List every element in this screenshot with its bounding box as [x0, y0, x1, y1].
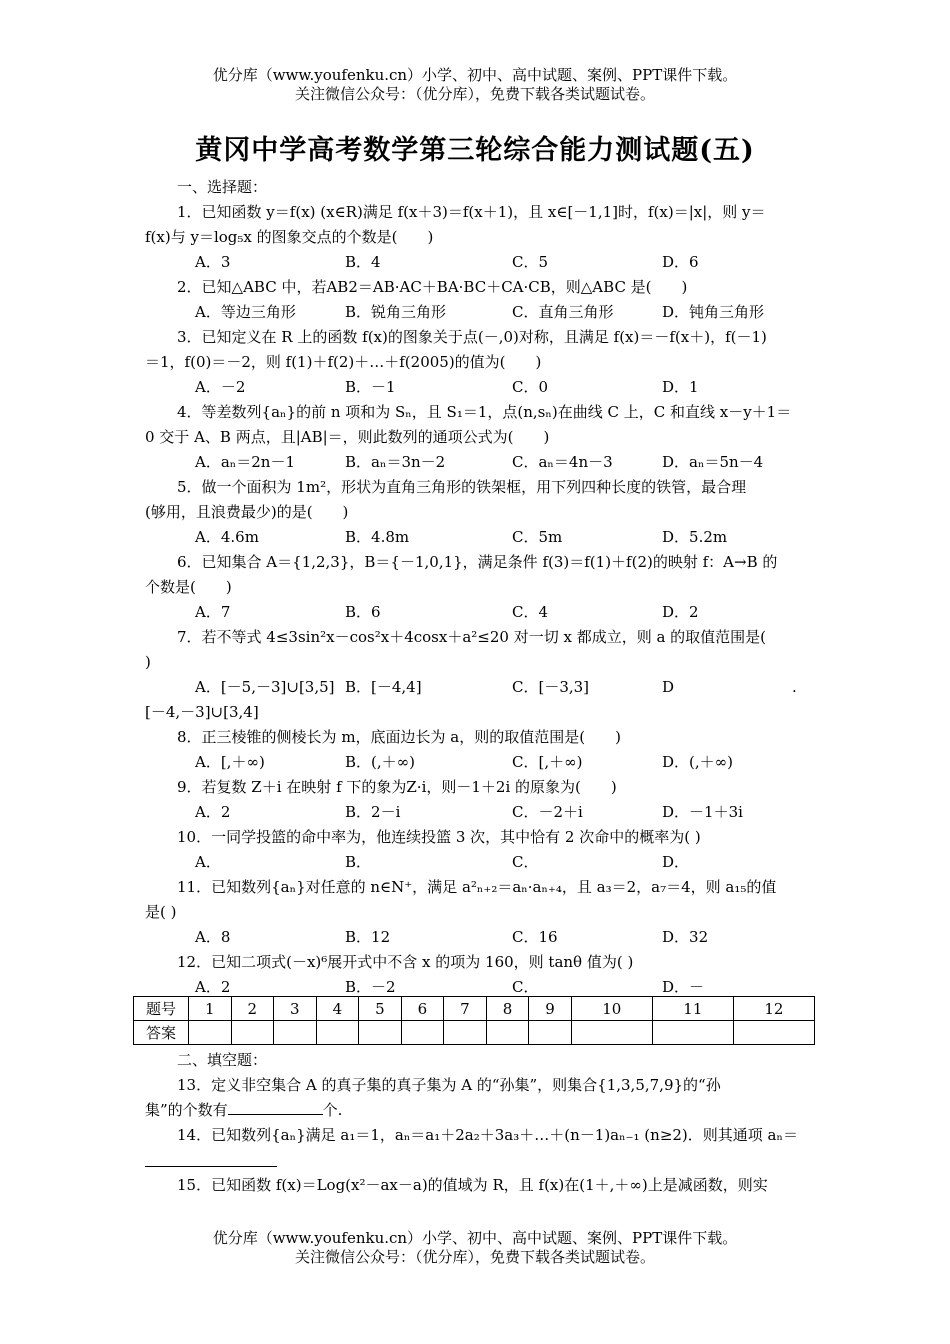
q2-option-b: B．锐角三角形: [345, 303, 447, 321]
answer-cell[interactable]: [316, 1021, 359, 1045]
q7-options: [145, 675, 805, 700]
q3-option-c: C．0: [512, 378, 549, 396]
q11-option-a: A．8: [195, 928, 231, 946]
q8-option-c: C．[,＋∞): [512, 753, 583, 771]
q5-line-2: (够用，且浪费最少)的是( ): [145, 503, 349, 521]
q13-text-a: 集”的个数有: [145, 1101, 228, 1119]
question-number-cell: 7: [444, 997, 487, 1021]
q12-option-b: B．－2: [345, 978, 396, 996]
answer-cell[interactable]: [231, 1021, 274, 1045]
q2-options: [145, 300, 805, 325]
q14-line-2: [145, 1148, 805, 1173]
q8-option-d: D．(,＋∞): [662, 753, 733, 771]
q15-line-1: 15．已知函数 f(x)＝Log(x²－ax－a)的值域为 R，且 f(x)在(1＋,＋∞)上是减函数，则实: [177, 1176, 768, 1194]
q9-option-c: C．－2＋i: [512, 803, 583, 821]
header-line-1: 优分库（www.youfenku.cn）小学、初中、高中试题、案例、PPT课件下载。: [212, 66, 738, 84]
q6-option-c: C．4: [512, 603, 549, 621]
q7-option-d-dot: .: [792, 678, 797, 696]
q1-line-1: 1．已知函数 y＝f(x) (x∈R)满足 f(x＋3)＝f(x＋1)，且 x∈[－1,1]时，f(x)＝|x|，则 y＝: [177, 203, 766, 221]
q3-line-2: ＝1，f(0)＝－2，则 f(1)＋f(2)＋…＋f(2005)的值为( ): [145, 353, 542, 371]
q11-options: [145, 925, 805, 950]
q6-line-1: 6．已知集合 A＝{1,2,3}，B＝{－1,0,1}，满足条件 f(3)＝f(1)＋f(2)的映射 f：A→B 的: [177, 553, 778, 571]
q9-options: [145, 800, 805, 825]
q3-option-a: A．－2: [195, 378, 246, 396]
q8-options: [145, 750, 805, 775]
row-label-answer: 答案: [134, 1021, 189, 1045]
q1-line-2: f(x)与 y＝log₅x 的图象交点的个数是( ): [145, 228, 434, 246]
question-number-cell: 10: [571, 997, 652, 1021]
answer-cell[interactable]: [189, 1021, 232, 1045]
q7-option-c: C．[－3,3]: [512, 678, 590, 696]
question-number-cell: 11: [652, 997, 733, 1021]
q8-option-a: A．[,＋∞): [195, 753, 265, 771]
q8-option-b: B．(,＋∞): [345, 753, 415, 771]
answer-cell[interactable]: [359, 1021, 402, 1045]
answer-cell[interactable]: [733, 1021, 814, 1045]
section-heading-fill: 二、填空题：: [177, 1051, 268, 1069]
q9-option-a: A．2: [195, 803, 231, 821]
q4-line-1: 4．等差数列{aₙ}的前 n 项和为 Sₙ，且 S₁＝1，点(n,sₙ)在曲线 C 上，C 和直线 x－y＋1＝: [177, 403, 792, 421]
header-line-2: 关注微信公众号：（优分库），免费下载各类试题试卷。: [294, 85, 655, 103]
answer-cell[interactable]: [529, 1021, 572, 1045]
q14-line-1: 14．已知数列{aₙ}满足 a₁＝1，aₙ＝a₁＋2a₂＋3a₃＋…＋(n－1)aₙ₋₁ (n≥2)．则其通项 aₙ＝: [177, 1126, 798, 1144]
page-title: 黄冈中学高考数学第三轮综合能力测试题(五): [195, 135, 755, 166]
q1-option-d: D．6: [662, 253, 699, 271]
q7-line-4: [－4,－3]∪[3,4]: [145, 703, 259, 721]
q8-line-1: 8．正三棱锥的侧棱长为 m，底面边长为 a，则的取值范围是( ): [177, 728, 621, 746]
q12-option-d: D．－: [662, 978, 705, 996]
question-number-cell: 8: [486, 997, 529, 1021]
q11-line-2: 是( ): [145, 903, 177, 921]
q6-option-a: A．7: [195, 603, 231, 621]
answer-cell[interactable]: [571, 1021, 652, 1045]
q7-option-a: A．[－5,－3]∪[3,5]: [195, 678, 335, 696]
q10-line-1: 10．一同学投篮的命中率为，他连续投篮 3 次，其中恰有 2 次命中的概率为( ): [177, 828, 701, 846]
q5-options: [145, 525, 805, 550]
q10-option-a: A．: [195, 853, 221, 871]
q13-answer-blank[interactable]: [228, 1099, 323, 1115]
q11-option-c: C．16: [512, 928, 558, 946]
footer-line-1: 优分库（www.youfenku.cn）小学、初中、高中试题、案例、PPT课件下载。: [212, 1229, 738, 1247]
q4-options: [145, 450, 805, 475]
q13-text-b: 个.: [322, 1101, 343, 1119]
q3-line-1: 3．已知定义在 R 上的函数 f(x)的图象关于点(－,0)对称，且满足 f(x)＝－f(x＋)，f(－1): [177, 328, 767, 346]
q6-line-2: 个数是( ): [145, 578, 232, 596]
q1-option-b: B．4: [345, 253, 381, 271]
page-footer: [0, 1229, 950, 1267]
q3-option-b: B．－1: [345, 378, 396, 396]
q12-option-a: A．2: [195, 978, 231, 996]
q9-option-d: D．－1＋3i: [662, 803, 743, 821]
q5-option-a: A．4.6m: [195, 528, 259, 546]
q2-option-d: D．钝角三角形: [662, 303, 765, 321]
q2-option-a: A．等边三角形: [195, 303, 296, 321]
question-number-cell: 2: [231, 997, 274, 1021]
q5-option-b: B．4.8m: [345, 528, 410, 546]
question-number-cell: 1: [189, 997, 232, 1021]
question-number-cell: 12: [733, 997, 814, 1021]
q7-line-1: 7．若不等式 4≤3sin²x－cos²x＋4cosx＋a²≤20 对一切 x 都成立，则 a 的取值范围是(: [177, 628, 767, 646]
q10-option-d: D．: [662, 853, 690, 871]
q4-line-2: 0 交于 A、B 两点，且|AB|＝，则此数列的通项公式为( ): [145, 428, 550, 446]
answer-table-number-row: [134, 997, 815, 1021]
q13-line-2: [145, 1098, 805, 1123]
q4-option-d: D．aₙ＝5n－4: [662, 453, 764, 471]
row-label-question-number: 题号: [134, 997, 189, 1021]
fill-in-section: [145, 1048, 805, 1198]
q7-option-d: D: [662, 678, 675, 696]
q5-line-1: 5．做一个面积为 1m²，形状为直角三角形的铁架框，用下列四种长度的铁管，最合理: [177, 478, 747, 496]
answer-cell[interactable]: [444, 1021, 487, 1045]
q7-option-b: B．[－4,4]: [345, 678, 422, 696]
q2-option-c: C．直角三角形: [512, 303, 614, 321]
q10-option-b: B．: [345, 853, 372, 871]
q6-option-d: D．2: [662, 603, 699, 621]
q3-options: [145, 375, 805, 400]
question-number-cell: 4: [316, 997, 359, 1021]
q2-line-1: 2．已知△ABC 中，若AB2＝AB·AC＋BA·BC＋CA·CB，则△ABC 是( ): [177, 278, 688, 296]
answer-cell[interactable]: [486, 1021, 529, 1045]
q12-option-c: C．: [512, 978, 539, 996]
section-heading-choice: 一、选择题：: [177, 178, 268, 196]
q5-option-d: D．5.2m: [662, 528, 728, 546]
q1-option-a: A．3: [195, 253, 231, 271]
question-number-cell: 3: [274, 997, 317, 1021]
q6-option-b: B．6: [345, 603, 381, 621]
answer-table-answer-row: [134, 1021, 815, 1045]
q4-option-c: C．aₙ＝4n－3: [512, 453, 613, 471]
q7-line-2: ): [145, 653, 151, 671]
q13-line-1: 13．定义非空集合 A 的真子集的真子集为 A 的“孙集”，则集合{1,3,5,7,9}的“孙: [177, 1076, 721, 1094]
choice-section: [145, 175, 805, 1000]
q6-options: [145, 600, 805, 625]
q5-option-c: C．5m: [512, 528, 563, 546]
q3-option-d: D．1: [662, 378, 699, 396]
q9-line-1: 9．若复数 Z＋i 在映射 f 下的象为Z·i，则－1＋2i 的原象为( ): [177, 778, 617, 796]
q4-option-b: B．aₙ＝3n－2: [345, 453, 446, 471]
answer-cell[interactable]: [274, 1021, 317, 1045]
question-number-cell: 9: [529, 997, 572, 1021]
q1-options: [145, 250, 805, 275]
q9-option-b: B．2－i: [345, 803, 401, 821]
q11-line-1: 11．已知数列{aₙ}对任意的 n∈N⁺，满足 a²ₙ₊₂＝aₙ·aₙ₊₄，且 a₃＝2，a₇＝4，则 a₁₅的值: [177, 878, 777, 896]
answer-cell[interactable]: [652, 1021, 733, 1045]
q10-options: [145, 850, 805, 875]
answer-cell[interactable]: [401, 1021, 444, 1045]
q14-answer-blank[interactable]: [145, 1148, 277, 1167]
q12-line-1: 12．已知二项式(－x)⁶展开式中不含 x 的项为 160，则 tanθ 值为( ): [177, 953, 634, 971]
q10-option-c: C．: [512, 853, 539, 871]
answer-table: [133, 996, 815, 1045]
q11-option-d: D．32: [662, 928, 709, 946]
question-number-cell: 5: [359, 997, 402, 1021]
question-number-cell: 6: [401, 997, 444, 1021]
page-header: [0, 66, 950, 104]
q1-option-c: C．5: [512, 253, 549, 271]
footer-line-2: 关注微信公众号：（优分库），免费下载各类试题试卷。: [294, 1248, 655, 1266]
q4-option-a: A．aₙ＝2n－1: [195, 453, 296, 471]
q11-option-b: B．12: [345, 928, 391, 946]
